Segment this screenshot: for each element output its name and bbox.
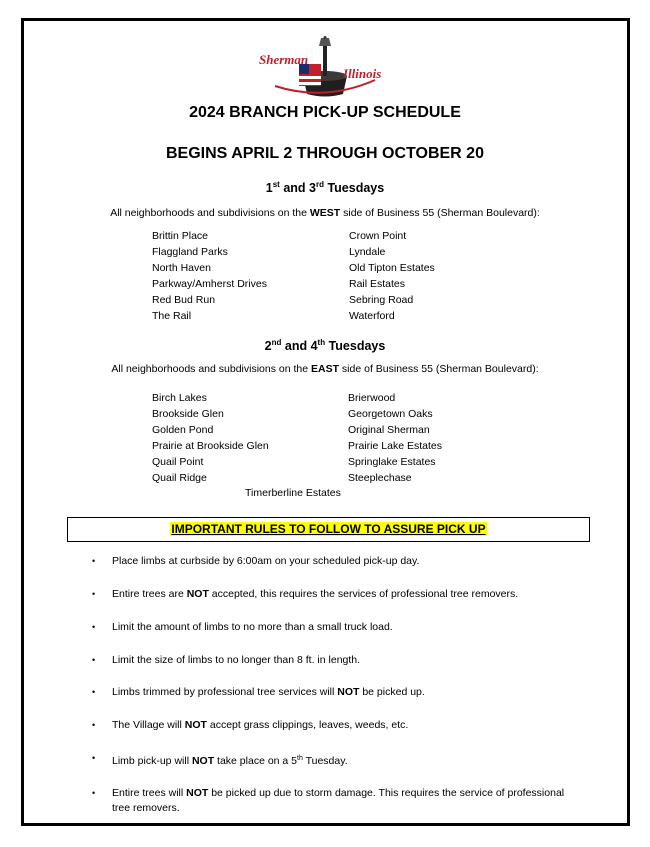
list-item: Prairie at Brookside Glen <box>152 440 269 452</box>
list-item: Georgetown Oaks <box>348 408 433 420</box>
bullet-icon: • <box>92 589 96 599</box>
page-subtitle: BEGINS APRIL 2 THROUGH OCTOBER 20 <box>166 145 484 162</box>
bullet-icon: • <box>92 720 96 730</box>
list-item: Parkway/Amherst Drives <box>152 278 267 290</box>
list-item: Brittin Place <box>152 230 209 242</box>
east-list-center-item: Timerberline Estates <box>245 487 341 499</box>
east-list-column-2 <box>348 390 442 486</box>
west-list-column-1 <box>152 228 267 324</box>
list-item: Prairie Lake Estates <box>348 440 442 452</box>
logo-word-left: Sherman <box>259 52 309 67</box>
list-item: Flaggland Parks <box>152 246 228 258</box>
sherman-illinois-logo <box>255 36 395 98</box>
rules-title: IMPORTANT RULES TO FOLLOW TO ASSURE PICK UP <box>171 522 486 536</box>
list-item: Crown Point <box>349 230 407 242</box>
bullet-icon: • <box>92 556 96 566</box>
east-description: All neighborhoods and subdivisions on the EAST side of Business 55 (Sherman Boulevard): <box>111 363 539 375</box>
list-item: Brierwood <box>348 392 396 404</box>
list-item: Lyndale <box>349 246 386 258</box>
list-item: Springlake Estates <box>348 456 436 468</box>
list-item: Quail Point <box>152 456 204 468</box>
west-section-heading: 1st and 3rd Tuesdays <box>265 180 385 195</box>
list-item: Quail Ridge <box>152 472 207 484</box>
bullet-icon: • <box>92 655 96 665</box>
page-border <box>21 18 630 826</box>
bullet-icon: • <box>92 753 96 763</box>
west-description: All neighborhoods and subdivisions on the WEST side of Business 55 (Sherman Boulevard): <box>110 207 540 219</box>
bullet-icon: • <box>92 687 96 697</box>
bullet-icon: • <box>92 788 96 798</box>
list-item: Steeplechase <box>348 472 412 484</box>
list-item: Original Sherman <box>348 424 430 436</box>
list-item: North Haven <box>152 262 211 274</box>
page-title: 2024 BRANCH PICK-UP SCHEDULE <box>189 104 461 121</box>
east-section-heading: 2nd and 4th Tuesdays <box>264 338 386 353</box>
list-item: Golden Pond <box>152 424 214 436</box>
bullet-icon: • <box>92 622 96 632</box>
list-item: Sebring Road <box>349 294 414 306</box>
west-list-column-2 <box>349 228 435 324</box>
list-item: The Rail <box>152 310 192 322</box>
rules-title-box <box>67 517 590 542</box>
list-item: Birch Lakes <box>152 392 207 404</box>
list-item: Brookside Glen <box>152 408 224 420</box>
logo-word-right: Illinois <box>343 66 382 81</box>
list-item: Red Bud Run <box>152 294 216 306</box>
east-list-column-1 <box>152 390 269 486</box>
list-item: Waterford <box>349 310 395 322</box>
list-item: Rail Estates <box>349 278 406 290</box>
list-item: Old Tipton Estates <box>349 262 435 274</box>
